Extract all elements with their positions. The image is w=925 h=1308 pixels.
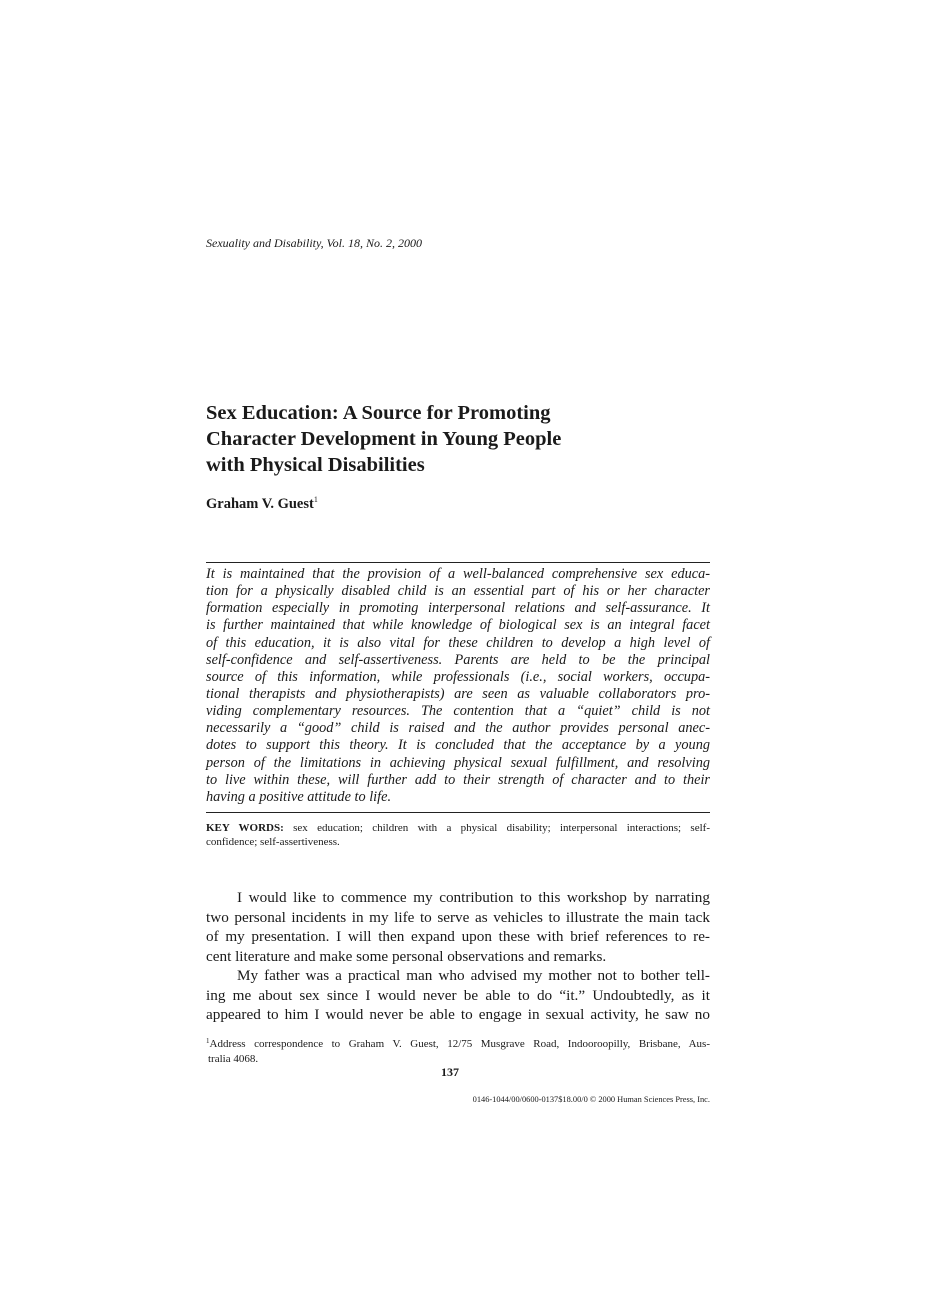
- keywords-label: KEY WORDS:: [206, 822, 284, 834]
- keywords-line: confidence; self-assertiveness.: [206, 835, 340, 848]
- title-line: Sex Education: A Source for Promoting: [206, 402, 551, 424]
- abstract-line: tional therapists and physiotherapists) are seen as valuable collaborators pro-: [206, 685, 710, 702]
- body-line: of my presentation. I will then expand upon these with brief references to re-: [206, 928, 710, 945]
- author-name-text: Graham V. Guest: [206, 496, 314, 512]
- keywords: [206, 822, 710, 849]
- title-line: Character Development in Young People: [206, 428, 562, 450]
- abstract-line: formation especially in promoting interpersonal relations and self-assurance. It: [206, 600, 710, 617]
- footnote-marker: 1: [206, 1037, 210, 1045]
- abstract-line: It is maintained that the provision of a well-balanced comprehensive sex educa-: [206, 566, 710, 582]
- abstract: [206, 566, 710, 806]
- keywords-line: [206, 822, 710, 836]
- abstract-line: to live within these, will further add to their strength of character and to their: [206, 771, 710, 788]
- copyright-line: 0146-1044/00/0600-0137$18.00/0 © 2000 Human Sciences Press, Inc.: [472, 1095, 710, 1104]
- abstract-line: having a positive attitude to life.: [206, 788, 392, 805]
- abstract-top-rule: [206, 562, 710, 563]
- author-footnote-marker: 1: [313, 495, 318, 504]
- footnote-text: Address correspondence to Graham V. Guest, 12/75 Musgrave Road, Indooroopilly, Brisbane, Aus-: [209, 1038, 710, 1050]
- abstract-line: self-confidence and self-assertiveness. Parents are held to be the principal: [206, 651, 710, 668]
- abstract-line: dotes to support this theory. It is concluded that the acceptance by a young: [206, 737, 710, 754]
- abstract-bottom-rule: [206, 812, 710, 813]
- body-line: cent literature and make some personal observations and remarks.: [206, 947, 607, 965]
- body-line: My father was a practical man who advised my mother not to bother tell-: [237, 967, 710, 984]
- abstract-line: person of the limitations in achieving physical sexual fulfillment, and resolving: [206, 754, 710, 771]
- abstract-line: necessarily a “good” child is raised and the author provides personal anec-: [206, 720, 710, 737]
- article-title: [206, 400, 726, 478]
- journal-citation: Sexuality and Disability, Vol. 18, No. 2, 2000: [206, 236, 422, 250]
- abstract-line: of this education, it is also vital for these children to develop a high level of: [206, 634, 710, 651]
- body-text: [206, 888, 710, 1025]
- keywords-text: sex education; children with a physical disability; interpersonal interactions; self-: [293, 822, 710, 834]
- title-line: with Physical Disabilities: [206, 454, 425, 476]
- abstract-line: is further maintained that while knowledge of biological sex is an integral facet: [206, 617, 710, 634]
- footnote-line: [206, 1034, 710, 1052]
- abstract-line: source of this information, while professionals (i.e., social workers, occupa-: [206, 668, 710, 685]
- body-line: I would like to commence my contribution to this workshop by narrating: [237, 889, 710, 906]
- body-line: ing me about sex since I would never be able to do “it.” Undoubtedly, as it: [206, 986, 710, 1004]
- abstract-line: viding complementary resources. The contention that a “quiet” child is not: [206, 703, 710, 720]
- author-name: [206, 495, 318, 513]
- footnote: [206, 1034, 710, 1066]
- body-line: appeared to him I would never be able to engage in sexual activity, he saw no: [206, 1006, 710, 1023]
- page-number: 137: [441, 1065, 459, 1079]
- footnote-line: tralia 4068.: [208, 1052, 259, 1065]
- abstract-line: tion for a physically disabled child is an essential part of his or her character: [206, 583, 710, 600]
- body-line: two personal incidents in my life to serve as vehicles to illustrate the main tack: [206, 908, 710, 926]
